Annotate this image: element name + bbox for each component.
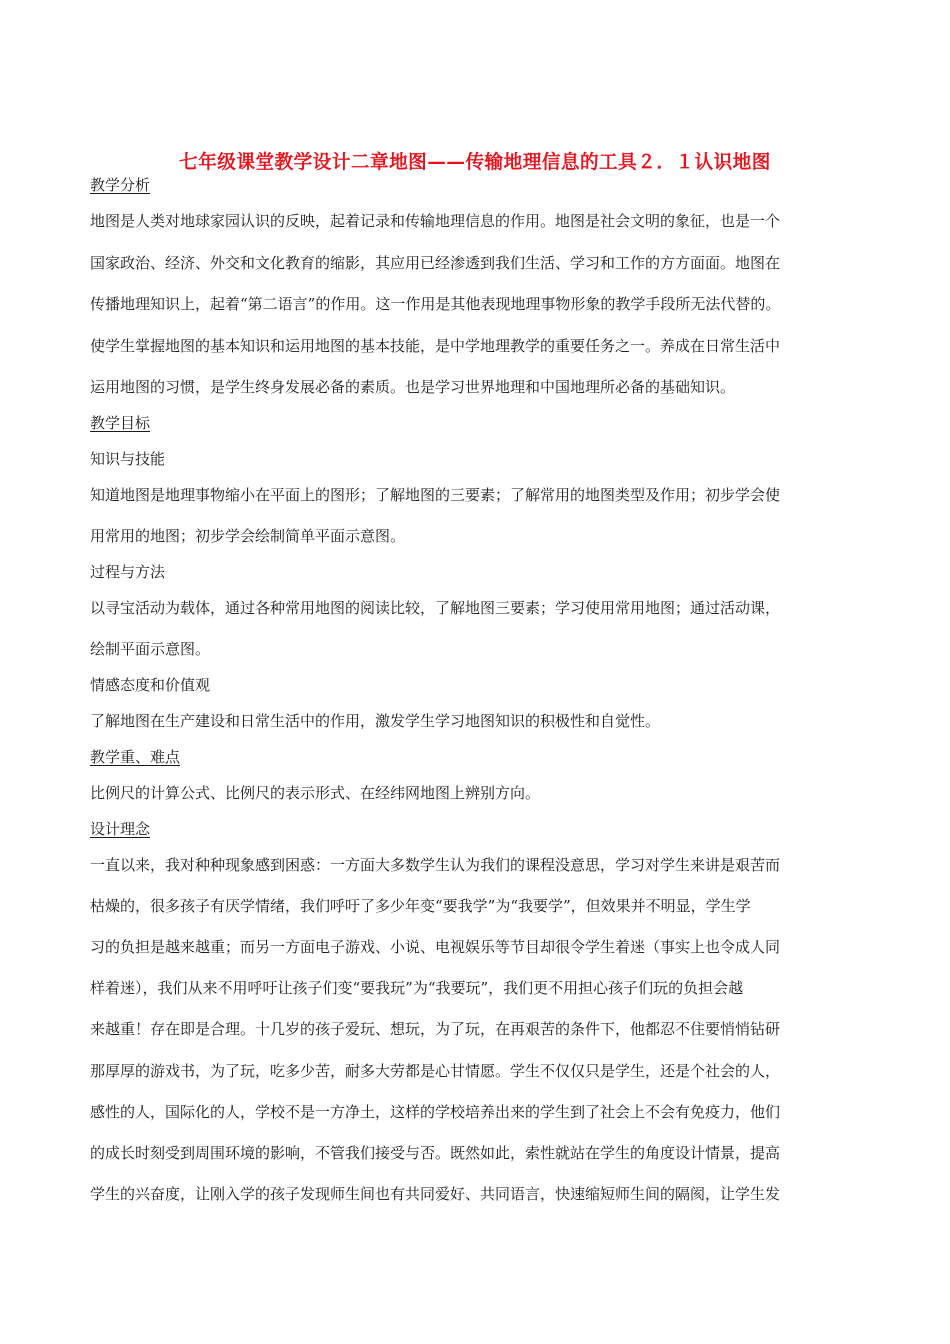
paragraph-line: 以寻宝活动为载体，通过各种常用地图的阅读比较，了解地图三要素；学习使用常用地图；通过活动课，: [90, 599, 781, 617]
paragraph-line: 知道地图是地理事物缩小在平面上的图形；了解地图的三要素；了解常用的地图类型及作用；初步学会使: [90, 486, 781, 504]
paragraph-line: 绘制平面示意图。: [90, 640, 211, 658]
subheading-process-methods: 过程与方法: [90, 563, 166, 581]
paragraph-line: 习的负担是越来越重；而另一方面电子游戏、小说、电视娱乐等节目却很令学生着迷（事实上也令成人同: [90, 938, 781, 956]
paragraph-line: 地图是人类对地球家园认识的反映，起着记录和传输地理信息的作用。地图是社会文明的象征，也是一个: [90, 212, 781, 230]
paragraph-line: 国家政治、经济、外交和文化教育的缩影，其应用已经渗透到我们生活、学习和工作的方方面面。地图在: [90, 254, 781, 272]
paragraph-line: 了解地图在生产建设和日常生活中的作用，激发学生学习地图知识的积极性和自觉性。: [90, 712, 661, 730]
paragraph-line: 一直以来，我对种种现象感到困惑：一方面大多数学生认为我们的课程没意思，学习对学生来讲是艰苦而: [90, 856, 781, 874]
paragraph-line: 样着迷），我们从来不用呼吁让孩子们变“要我玩”为“我要玩”，我们更不用担心孩子们玩的负担会越: [90, 979, 744, 997]
paragraph-line: 来越重！存在即是合理。十几岁的孩子爱玩、想玩，为了玩，在再艰苦的条件下，他都忍不住要悄悄钻研: [90, 1020, 781, 1038]
paragraph-line: 传播地理知识上，起着“第二语言”的作用。这一作用是其他表现地理事物形象的教学手段所无法代替的。: [90, 295, 781, 313]
paragraph-line: 用常用的地图；初步学会绘制简单平面示意图。: [90, 527, 406, 545]
document-title: 七年级课堂教学设计二章地图——传输地理信息的工具２．１认识地图: [179, 151, 771, 173]
subheading-attitudes-values: 情感态度和价值观: [90, 676, 211, 694]
section-heading-key-points: 教学重、难点: [90, 748, 181, 766]
subheading-knowledge-skills: 知识与技能: [90, 450, 166, 468]
paragraph-line: 的成长时刻受到周围环境的影响，不管我们接受与否。既然如此，索性就站在学生的角度设计情景，提高: [90, 1144, 781, 1162]
section-heading-design-concept: 设计理念: [90, 820, 151, 838]
paragraph-line: 使学生掌握地图的基本知识和运用地图的基本技能，是中学地理教学的重要任务之一。养成在日常生活中: [90, 337, 781, 355]
paragraph-line: 枯燥的，很多孩子有厌学情绪，我们呼吁了多少年变“要我学”为“我要学”，但效果并不明显，学生学: [90, 897, 751, 915]
paragraph-line: 运用地图的习惯，是学生终身发展必备的素质。也是学习世界地理和中国地理所必备的基础知识。: [90, 378, 736, 396]
paragraph-line: 那厚厚的游戏书，为了玩，吃多少苦，耐多大劳都是心甘情愿。学生不仅仅只是学生，还是个社会的人，: [90, 1062, 781, 1080]
paragraph-line: 学生的兴奋度，让刚入学的孩子发现师生间也有共同爱好、共同语言，快速缩短师生间的隔阂，让学生发: [90, 1185, 781, 1203]
paragraph-line: 比例尺的计算公式、比例尺的表示形式、在经纬网地图上辨别方向。: [90, 784, 541, 802]
section-heading-objectives: 教学目标: [90, 414, 151, 432]
section-heading-analysis: 教学分析: [90, 176, 151, 194]
paragraph-line: 感性的人，国际化的人，学校不是一方净土，这样的学校培养出来的学生到了社会上不会有免疫力，他们: [90, 1103, 781, 1121]
